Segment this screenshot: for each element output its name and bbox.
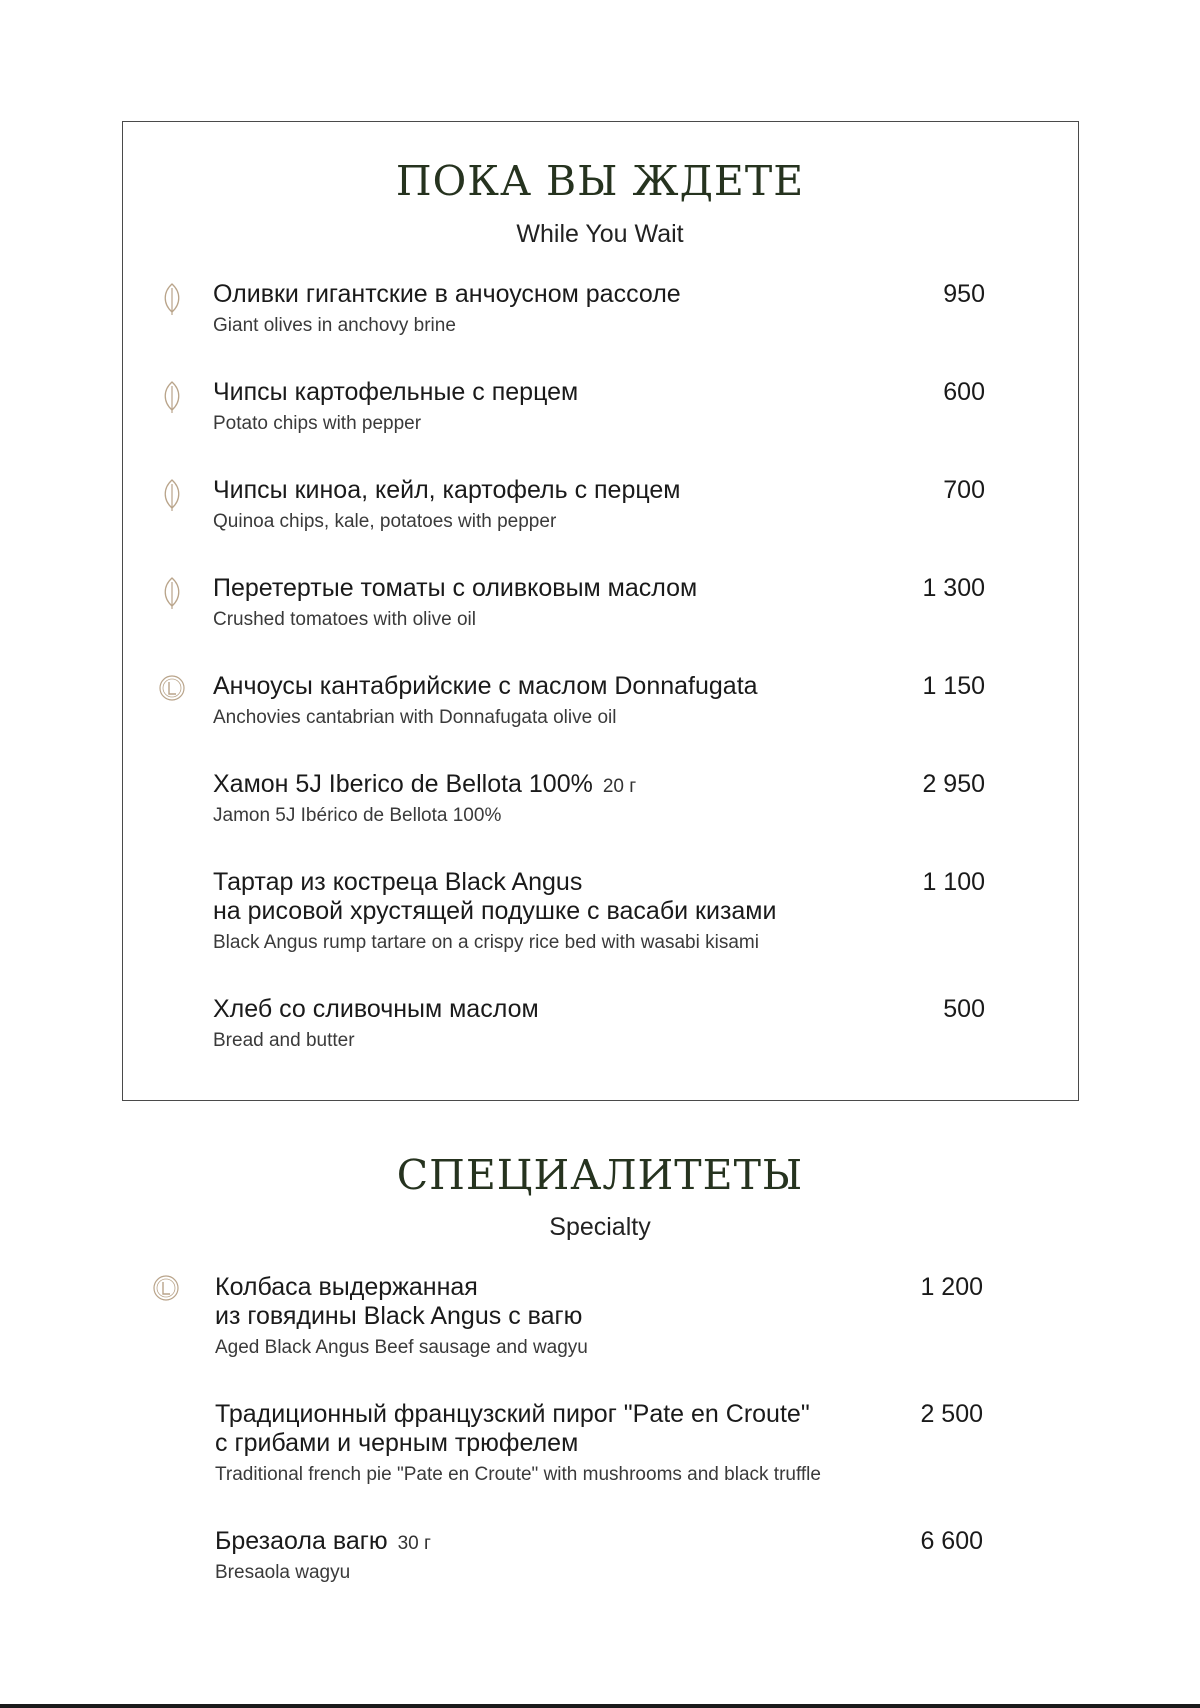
leaf-icon	[158, 478, 186, 512]
section-subtitle: While You Wait	[516, 220, 684, 248]
item-name-en: Quinoa chips, kale, potatoes with pepper	[213, 511, 557, 532]
item-name-ru-line2: из говядины Black Angus с вагю	[215, 1302, 583, 1330]
item-name-ru: Чипсы киноа, кейл, картофель с перцем	[213, 476, 681, 504]
item-name-ru: Колбаса выдержанная	[215, 1273, 478, 1301]
item-name-en: Traditional french pie "Pate en Croute" with mushrooms and black truffle	[215, 1464, 821, 1485]
item-name-en: Crushed tomatoes with olive oil	[213, 609, 476, 630]
item-name-ru: Тартар из кострeца Black Angus	[213, 868, 583, 896]
bottom-rule	[0, 1704, 1200, 1708]
item-price: 2 500	[920, 1400, 983, 1428]
item-price: 2 950	[922, 770, 985, 798]
leaf-icon	[158, 380, 186, 414]
item-name-ru-line2: с грибами и черным трюфелем	[215, 1429, 579, 1457]
section-subtitle: Specialty	[549, 1213, 651, 1241]
item-name-ru: Перетертые томаты с оливковым маслом	[213, 574, 698, 602]
item-name-ru: Хлеб со сливочным маслом	[213, 995, 539, 1023]
l-seal-icon	[152, 1272, 180, 1306]
item-name-en: Jamon 5J Ibérico de Bellota 100%	[213, 805, 502, 826]
item-name-ru: Оливки гигантские в анчоусном рассоле	[213, 280, 681, 308]
item-name-ru	[215, 1527, 431, 1558]
item-price: 1 300	[922, 574, 985, 602]
item-price: 1 200	[920, 1273, 983, 1301]
section-title: СПЕЦИАЛИТЕТЫ	[396, 1151, 804, 1199]
item-weight: 20 г	[602, 776, 637, 797]
leaf-icon	[158, 576, 186, 610]
item-name-ru-text: Брезаола вагю	[215, 1527, 388, 1555]
item-price: 600	[943, 378, 985, 406]
item-price: 950	[943, 280, 985, 308]
item-price: 1 100	[922, 868, 985, 896]
section-title: ПОКА ВЫ ЖДЕТЕ	[395, 157, 805, 205]
item-name-en: Bresaola wagyu	[215, 1562, 351, 1583]
item-name-ru: Анчоусы кантабрийские с маслом Donnafugata	[213, 672, 758, 700]
item-name-ru	[213, 770, 636, 801]
item-name-en: Anchovies cantabrian with Donnafugata olive oil	[213, 707, 617, 728]
leaf-icon	[158, 282, 186, 316]
item-price: 700	[943, 476, 985, 504]
item-name-en: Aged Black Angus Beef sausage and wagyu	[215, 1337, 588, 1358]
item-price: 500	[943, 995, 985, 1023]
item-price: 6 600	[920, 1527, 983, 1555]
item-name-en: Black Angus rump tartare on a crispy rice bed with wasabi kisami	[213, 932, 759, 953]
item-name-ru-line2: на рисовой хрустящей подушке с васаби кизами	[213, 897, 777, 925]
item-name-ru: Традиционный французский пирог "Pate en Croute"	[215, 1400, 810, 1428]
l-seal-icon	[158, 672, 186, 706]
item-name-en: Giant olives in anchovy brine	[213, 315, 456, 336]
item-name-en: Potato chips with pepper	[213, 413, 422, 434]
item-price: 1 150	[922, 672, 985, 700]
item-name-ru: Чипсы картофельные с перцем	[213, 378, 579, 406]
item-name-en: Bread and butter	[213, 1030, 355, 1051]
item-weight: 30 г	[397, 1533, 431, 1554]
item-name-ru-text: Хамон 5J Iberico de Bellota 100%	[213, 770, 593, 798]
